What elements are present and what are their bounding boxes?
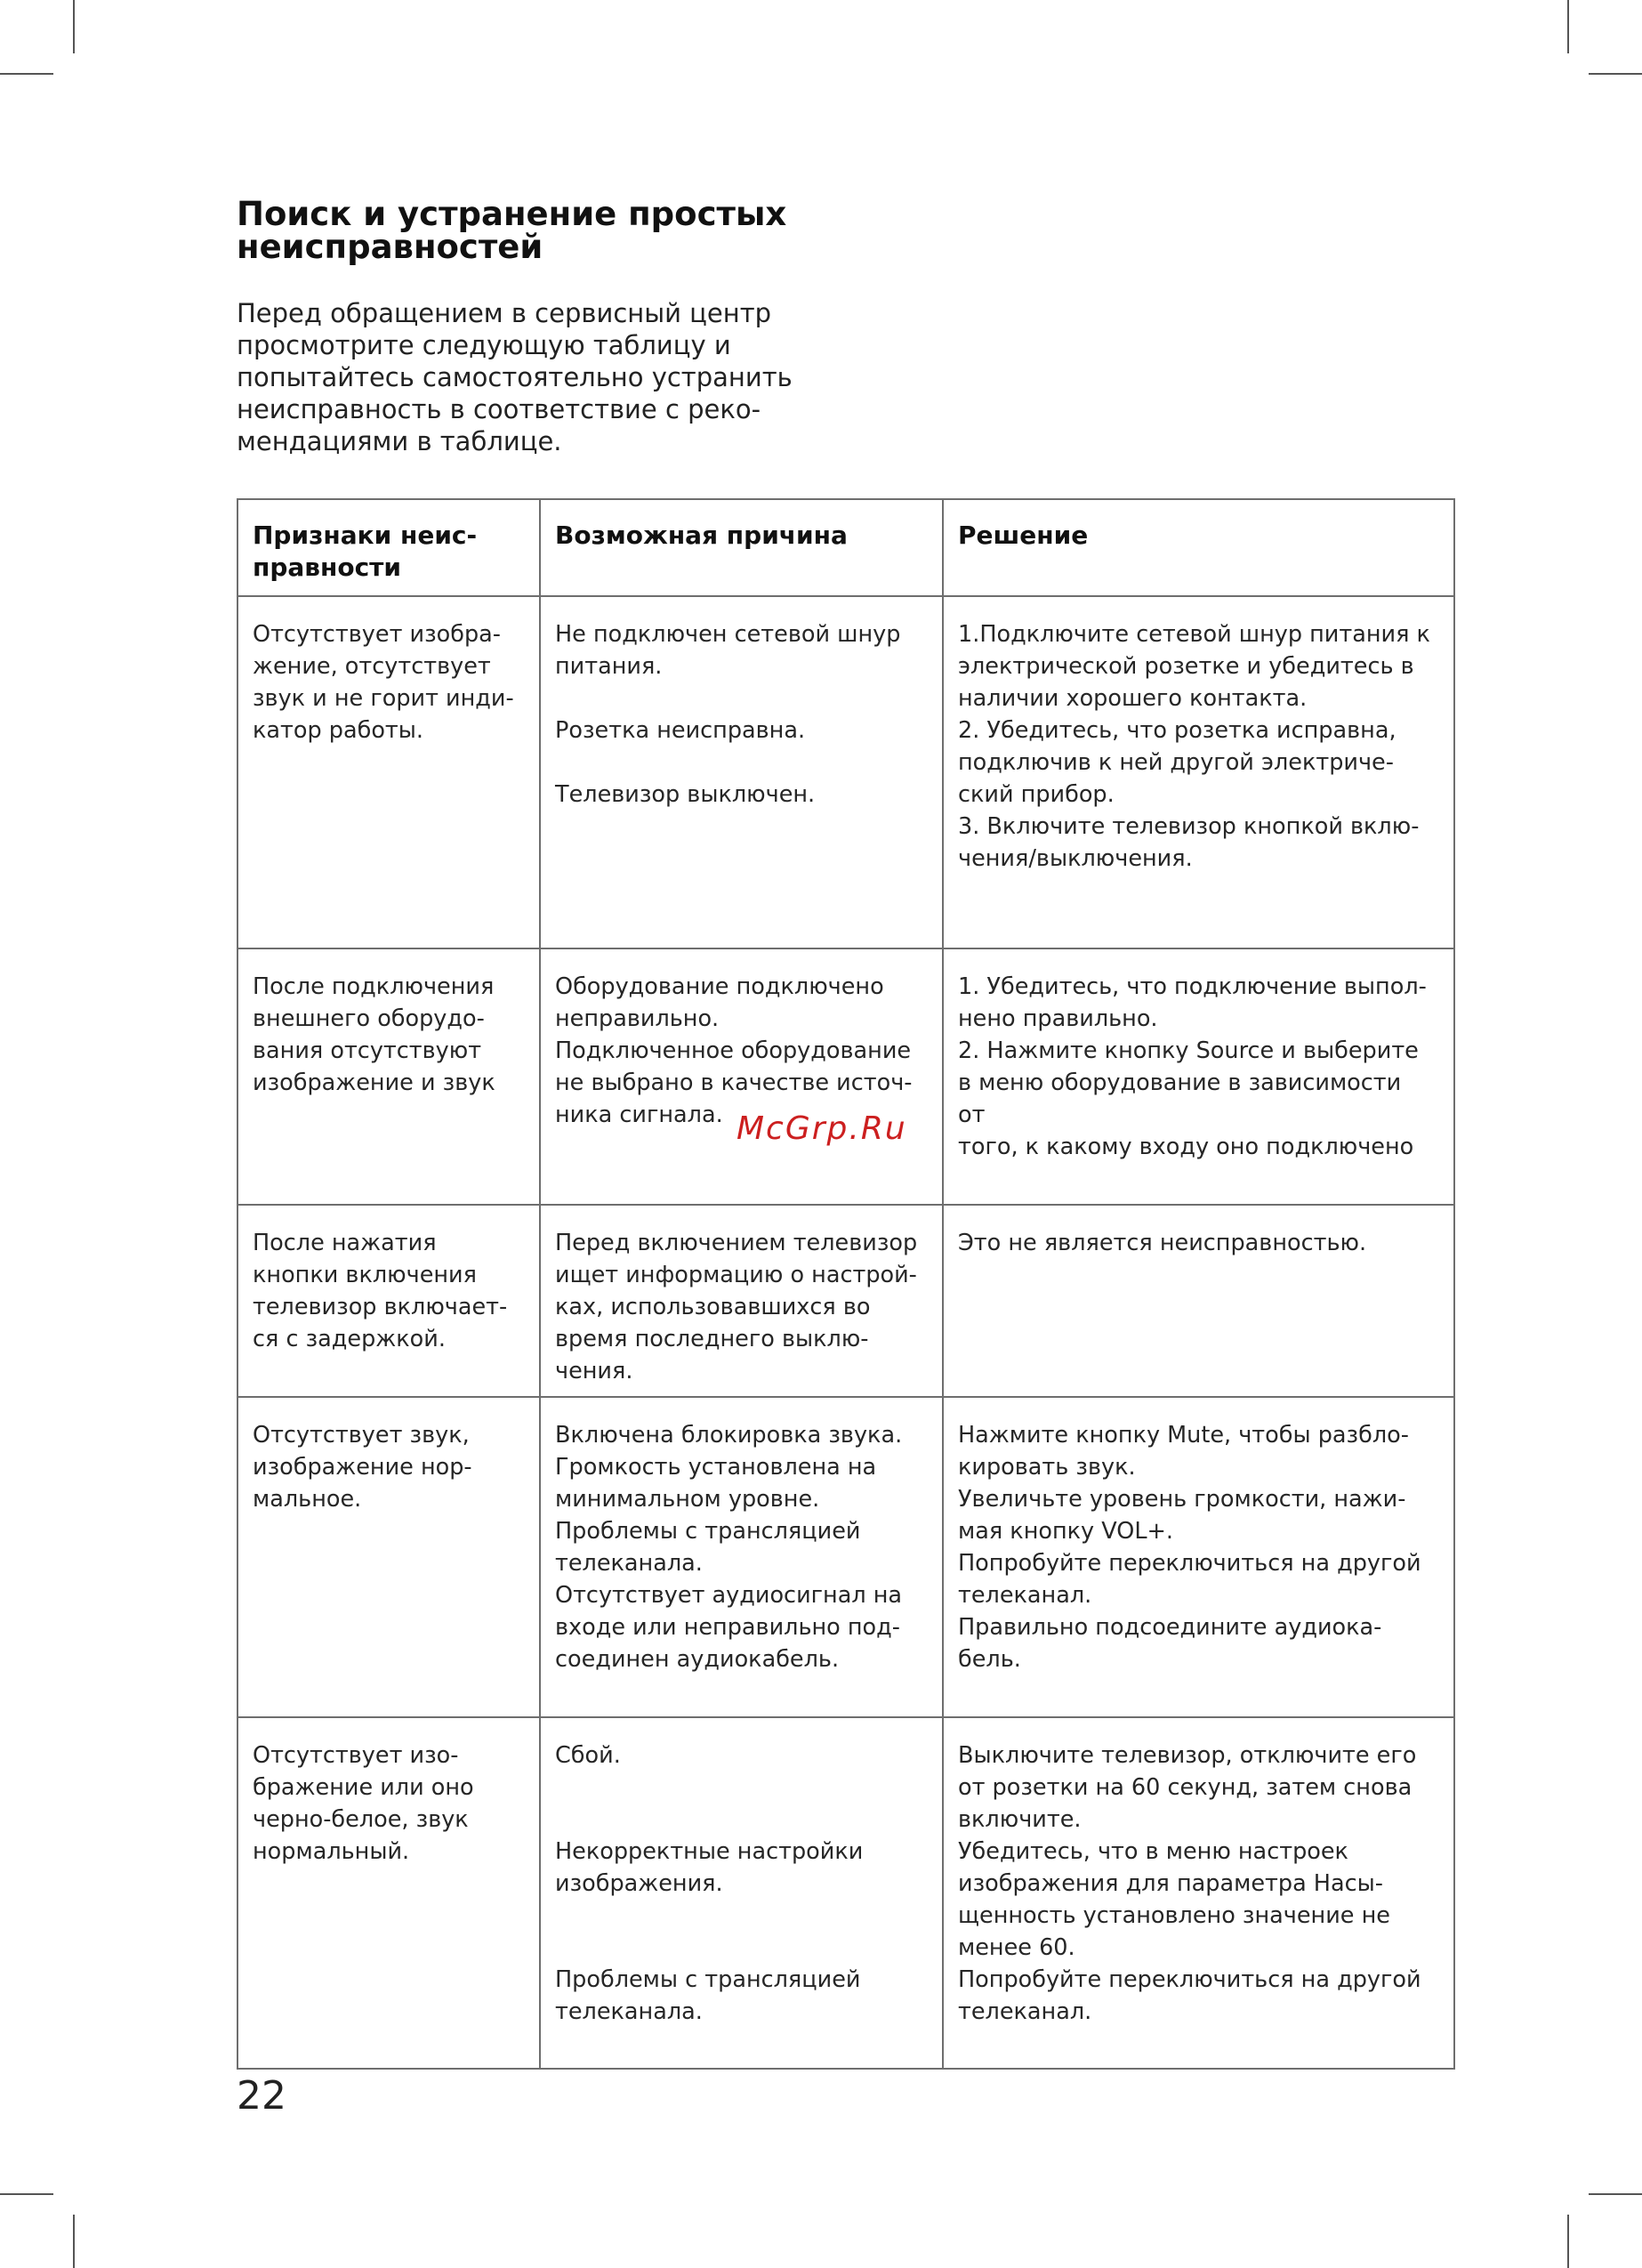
header-line: Признаки неис- — [253, 521, 478, 550]
cell-line: телевизор включает- — [253, 1294, 508, 1320]
title-line: Поиск и устранение простых — [237, 195, 787, 233]
cell-line: кнопки включения — [253, 1262, 477, 1288]
cell-line: внешнего оборудо- — [253, 1005, 485, 1032]
cell-line: нено правильно. — [958, 1005, 1158, 1032]
troubleshooting-table — [237, 498, 1455, 2070]
intro-line: Перед обращением в сервисный центр — [237, 298, 772, 328]
cell-line: ский прибор. — [958, 781, 1115, 808]
cell-line: 2. Нажмите кнопку Source и выберите — [958, 1037, 1419, 1064]
cell-line: Убедитесь, что в меню настроек — [958, 1838, 1348, 1865]
page-title — [237, 195, 1037, 266]
cell-line: от розетки на 60 секунд, затем снова — [958, 1774, 1413, 1801]
header-line: правности — [253, 553, 402, 582]
cell-line: черно-белое, звук — [253, 1806, 469, 1833]
cell-line: неправильно. — [555, 1005, 720, 1032]
cell-line: от — [958, 1102, 986, 1128]
intro-line: мендациями в таблице. — [237, 426, 562, 456]
cell-line: 1.Подключите сетевой шнур питания к — [958, 621, 1430, 648]
cell-line: бражение или оно — [253, 1774, 474, 1801]
cell-line: Оборудование подключено — [555, 973, 884, 1000]
cell-line: телеканала. — [555, 1998, 703, 2025]
crop-mark — [1589, 2193, 1642, 2195]
cell-line: 3. Включите телевизор кнопкой вклю- — [958, 813, 1420, 840]
cell-line: чения/выключения. — [958, 845, 1193, 872]
cell-line: мая кнопку VOL+. — [958, 1518, 1174, 1545]
table-row — [237, 1205, 1454, 1397]
cell-line: Это не является неисправностью. — [958, 1230, 1367, 1256]
cause-cell — [540, 596, 943, 948]
cell-line: телеканала. — [555, 1550, 703, 1577]
symptom-cell — [237, 1397, 540, 1717]
cell-line: ника сигнала. — [555, 1102, 723, 1128]
cell-line: Включена блокировка звука. — [555, 1422, 903, 1449]
cell-line: После подключения — [253, 973, 495, 1000]
cell-line: менее 60. — [958, 1934, 1075, 1961]
symptom-cell — [237, 1205, 540, 1397]
cell-line: питания. — [555, 653, 663, 680]
cell-line: изображения для параметра Насы- — [958, 1870, 1383, 1897]
cell-line: изображение и звук — [253, 1069, 495, 1096]
cell-line: Телевизор выключен. — [555, 781, 816, 808]
cell-line: не выбрано в качестве источ- — [555, 1069, 913, 1096]
table-row — [237, 948, 1454, 1205]
cell-line: ищет информацию о настрой- — [555, 1262, 917, 1288]
solution-cell — [943, 1205, 1454, 1397]
solution-cell — [943, 1717, 1454, 2069]
cell-line: телеканал. — [958, 1998, 1092, 2025]
header-cause — [540, 499, 943, 596]
crop-mark — [0, 2193, 53, 2195]
cell-line: бель. — [958, 1646, 1021, 1673]
symptom-cell — [237, 948, 540, 1205]
cell-line: Попробуйте переключиться на другой — [958, 1550, 1421, 1577]
header-symptom — [237, 499, 540, 596]
cell-line: вания отсутствуют — [253, 1037, 482, 1064]
cell-line: нормальный. — [253, 1838, 410, 1865]
cell-line: наличии хорошего контакта. — [958, 685, 1308, 712]
cell-line: Некорректные настройки — [555, 1838, 864, 1865]
header-solution — [943, 499, 1454, 596]
cell-line: того, к какому входу оно подключено — [958, 1134, 1414, 1160]
cell-line: ках, использовавшихся во — [555, 1294, 871, 1320]
watermark: McGrp.Ru — [736, 1110, 907, 1147]
cell-line: Подключенное оборудование — [555, 1037, 912, 1064]
cell-line: подключив к ней другой электриче- — [958, 749, 1394, 776]
cell-line: Нажмите кнопку Mute, чтобы разбло- — [958, 1422, 1409, 1449]
cell-line: Не подключен сетевой шнур — [555, 621, 901, 648]
cell-line: щенность установлено значение не — [958, 1902, 1390, 1929]
cell-line: катор работы. — [253, 717, 424, 744]
cell-line: соединен аудиокабель. — [555, 1646, 840, 1673]
crop-mark — [1589, 73, 1642, 75]
header-line: Возможная причина — [555, 521, 848, 550]
cell-line: кировать звук. — [958, 1454, 1136, 1481]
cell-line: Отсутствует звук, — [253, 1422, 470, 1449]
cell-line: Перед включением телевизор — [555, 1230, 918, 1256]
table-header-row — [237, 499, 1454, 596]
cell-line: Розетка неисправна. — [555, 717, 806, 744]
intro-line: неисправность в соответствие с реко- — [237, 394, 761, 424]
cell-line: Отсутствует изо- — [253, 1742, 459, 1769]
solution-cell — [943, 1397, 1454, 1717]
table-row — [237, 596, 1454, 948]
cell-line: Отсутствует изобра- — [253, 621, 502, 648]
symptom-cell — [237, 596, 540, 948]
title-line: неисправностей — [237, 228, 543, 266]
cell-line: Проблемы с трансляцией — [555, 1966, 861, 1993]
cell-line: 2. Убедитесь, что розетка исправна, — [958, 717, 1397, 744]
table-row — [237, 1717, 1454, 2069]
cell-line: время последнего выклю- — [555, 1326, 869, 1352]
cell-line: включите. — [958, 1806, 1082, 1833]
crop-mark — [0, 73, 53, 75]
cell-line: Проблемы с трансляцией — [555, 1518, 861, 1545]
cause-cell — [540, 1397, 943, 1717]
cell-line: Правильно подсоедините аудиока- — [958, 1614, 1382, 1641]
cell-line: Отсутствует аудиосигнал на — [555, 1582, 903, 1609]
page-number: 22 — [237, 2073, 286, 2119]
cell-line: жение, отсутствует — [253, 653, 491, 680]
cell-line: изображение нор- — [253, 1454, 472, 1481]
cell-line: входе или неправильно под- — [555, 1614, 900, 1641]
cell-line: Громкость установлена на — [555, 1454, 877, 1481]
cell-line: минимальном уровне. — [555, 1486, 820, 1513]
cell-line: мальное. — [253, 1486, 362, 1513]
cause-cell — [540, 948, 943, 1205]
cell-line: чения. — [555, 1358, 633, 1384]
cell-line: Сбой. — [555, 1742, 621, 1769]
cell-line: телеканал. — [958, 1582, 1092, 1609]
crop-mark — [1567, 0, 1569, 53]
symptom-cell — [237, 1717, 540, 2069]
cause-cell — [540, 1205, 943, 1397]
solution-cell — [943, 948, 1454, 1205]
cell-line: 1. Убедитесь, что подключение выпол- — [958, 973, 1427, 1000]
cell-line: Увеличьте уровень громкости, нажи- — [958, 1486, 1406, 1513]
table-row — [237, 1397, 1454, 1717]
cell-line: После нажатия — [253, 1230, 437, 1256]
crop-mark — [1567, 2215, 1569, 2268]
cell-line: изображения. — [555, 1870, 723, 1897]
intro-line: попытайтесь самостоятельно устранить — [237, 362, 793, 392]
crop-mark — [73, 0, 75, 53]
cause-cell — [540, 1717, 943, 2069]
cell-line: звук и не горит инди- — [253, 685, 514, 712]
cell-line: Попробуйте переключиться на другой — [958, 1966, 1421, 1993]
cell-line: электрической розетке и убедитесь в — [958, 653, 1414, 680]
intro-paragraph — [237, 297, 877, 457]
cell-line: в меню оборудование в зависимости — [958, 1069, 1402, 1096]
intro-line: просмотрите следующую таблицу и — [237, 330, 731, 360]
solution-cell — [943, 596, 1454, 948]
header-line: Решение — [958, 521, 1089, 550]
cell-line: Выключите телевизор, отключите его — [958, 1742, 1417, 1769]
crop-mark — [73, 2215, 75, 2268]
cell-line: ся с задержкой. — [253, 1326, 446, 1352]
